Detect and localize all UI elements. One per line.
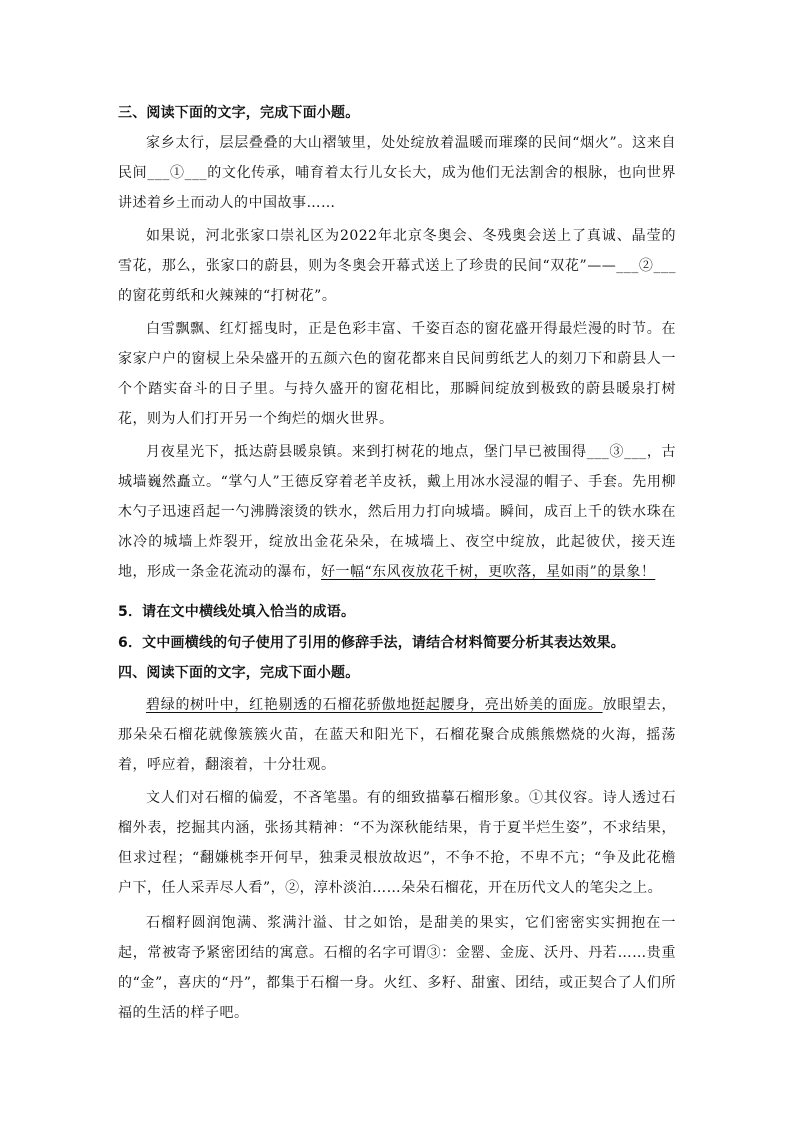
section-3-paragraph-3: 白雪飘飘、红灯摇曳时，正是色彩丰富、千姿百态的窗花盛开得最烂漫的时节。在家家户户的窗棂上朵朵盛开的五颜六色的窗花都来自民间剪纸艺人的刻刀下和蔚县人一个个踏实奋斗的日子里。与持久盛开的窗花相比，那瞬间绽放到极致的蔚县暖泉打树花，则为人们打开另一个绚烂的烟火世界。 <box>118 321 676 427</box>
paragraph-text: 如果说，河北张家口崇礼区为2022年北京冬奥会、冬残奥会送上了真诚、晶莹的雪花，那么，张家口的蔚县，则为冬奥会开幕式送上了珍贵的民间“双花”—— <box>118 228 676 274</box>
blank-1: ___①___的文化传承，哺育着太行儿女长大，成为他们无法割舍的根脉，也向世界讲述着乡土而动人的中国故事…… <box>118 165 677 211</box>
paragraph-text: 家乡太行，层层叠叠的大山褶皱里，处处绽放着温暖而璀璨的民间“烟火”。这来自民间 <box>118 135 676 181</box>
blank-3: ___③___ <box>586 444 647 460</box>
paragraph-text: 月夜星光下，抵达蔚县暖泉镇。来到打树花的地点，堡门早已被围得 <box>146 444 587 460</box>
question-5: 5．请在文中横线处填入恰当的成语。 <box>118 604 356 620</box>
section-4-paragraph-3: 石榴籽圆润饱满、浆满汁溢、甘之如饴，是甜美的果实，它们密密实实拥抱在一起，常被寄予紧密团结的寓意。石榴的名字可谓③：金罂、金庞、沃丹、丹若……贵重的“金”，喜庆的“丹”，都集于石榴一身。火红、多籽、甜蜜、团结，或正契合了人们所福的生活的样子吧。 <box>118 915 676 1021</box>
question-6: 6．文中画横线的句子使用了引用的修辞手法，请结合材料简要分析其表达效果。 <box>118 635 625 651</box>
section-3-paragraph-1 <box>118 128 676 218</box>
underlined-sentence: 碧绿的树叶中，红艳剔透的石榴花骄傲地挺起腰身，亮出娇美的面庞。 <box>146 697 603 713</box>
section-3-heading: 三、阅读下面的文字，完成下面小题。 <box>118 105 360 121</box>
paragraph-text: 放眼望去，那朵朵石榴花就像簇簇火苗，在蓝天和阳光下，石榴花聚合成熊熊燃烧的火海，摇荡着，呼应着，翻滚着，十分壮观。 <box>118 697 677 773</box>
section-3-paragraph-2 <box>118 221 676 311</box>
section-4-paragraph-2: 文人们对石榴的偏爱，不吝笔墨。有的细致描摹石榴形象。①其仪容。诗人透过石榴外表，挖掘其内涵，张扬其精神：“不为深秋能结果，肯于夏半烂生姿”，不求结果，但求过程；“翻嫌桃李开何早，独秉灵根放故迟”，不争不抢，不卑不亢；“争及此花檐户下，任人采弄尽人看”，②，淳朴淡泊……朵朵石榴花，开在历代文人的笔尖之上。 <box>118 790 676 896</box>
section-4-heading: 四、阅读下面的文字，完成下面小题。 <box>118 665 360 681</box>
section-3-paragraph-4 <box>118 437 676 587</box>
underlined-sentence: 好一幅“东风夜放花千树，更吹落，星如雨”的景象！ <box>321 564 656 580</box>
paragraph-text: ，古城墙巍然矗立。“掌勺人”王德反穿着老羊皮袄，戴上用冰水浸湿的帽子、手套。先用柳木勺子迅速舀起一勺沸腾滚烫的铁水，然后用力打向城墙。瞬间，成百上千的铁水珠在冰冷的城墙上炸裂开，绽放出金花朵朵，在城墙上、夜空中绽放，此起彼伏，接天连地，形成一条金花流动的瀑布， <box>118 444 677 580</box>
blank-2: ___②___的窗花剪纸和火辣辣的“打树花”。 <box>118 258 676 304</box>
section-4-paragraph-1 <box>118 690 676 780</box>
